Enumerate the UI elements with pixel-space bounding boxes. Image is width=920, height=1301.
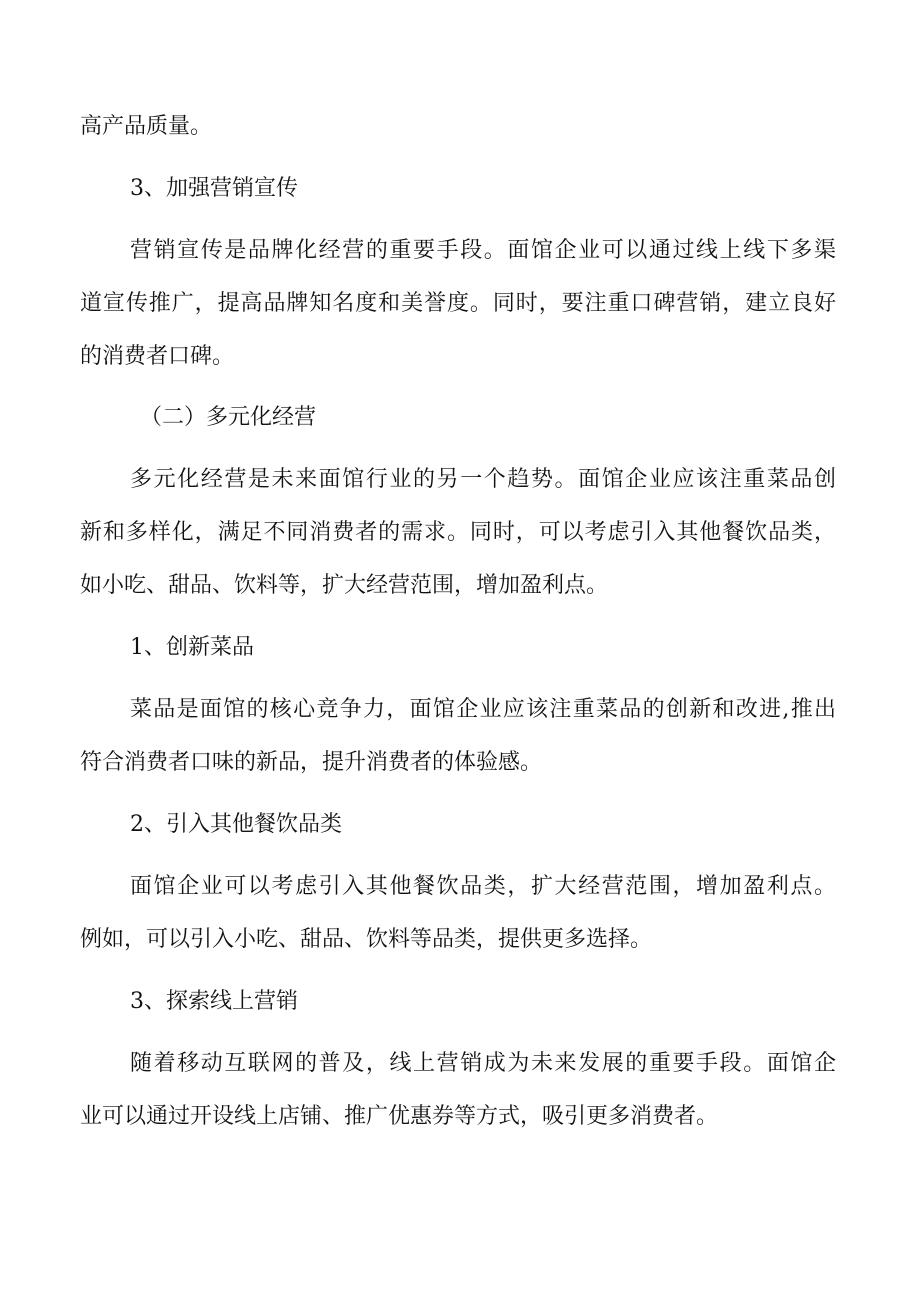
subsection-heading: 3、探索线上营销 [130, 989, 298, 1014]
subsection-heading: 3、加强营销宣传 [130, 176, 298, 201]
subsection-heading: 2、引入其他餐饮品类 [130, 812, 342, 837]
paragraph-line: 业可以通过开设线上店铺、推广优惠券等方式，吸引更多消费者。 [80, 1104, 719, 1129]
paragraph-line: 面馆企业可以考虑引入其他餐饮品类，扩大经营范围，增加盈利点。 [130, 874, 836, 899]
paragraph-line: 如小吃、甜品、饮料等，扩大经营范围，增加盈利点。 [80, 573, 609, 598]
paragraph-line: 道宣传推广，提高品牌知名度和美誉度。同时，要注重口碑营销，建立良好 [80, 291, 836, 316]
paragraph-line: 符合消费者口味的新品，提升消费者的体验感。 [80, 750, 543, 775]
section-heading: （二）多元化经营 [140, 405, 317, 430]
subsection-heading: 1、创新菜品 [130, 635, 254, 660]
paragraph-line: 随着移动互联网的普及，线上营销成为未来发展的重要手段。面馆企 [130, 1051, 836, 1076]
paragraph-line: 高产品质量。 [80, 114, 213, 139]
paragraph-line: 多元化经营是未来面馆行业的另一个趋势。面馆企业应该注重菜品创 [130, 467, 836, 492]
paragraph-line: 营销宣传是品牌化经营的重要手段。面馆企业可以通过线上线下多渠 [130, 238, 836, 263]
paragraph-line: 菜品是面馆的核心竞争力，面馆企业应该注重菜品的创新和改进,推出 [130, 697, 836, 722]
paragraph-line: 的消费者口碑。 [80, 344, 235, 369]
paragraph-line: 例如，可以引入小吃、甜品、饮料等品类，提供更多选择。 [80, 927, 653, 952]
paragraph-line: 新和多样化，满足不同消费者的需求。同时，可以考虑引入其他餐饮品类， [80, 520, 836, 545]
